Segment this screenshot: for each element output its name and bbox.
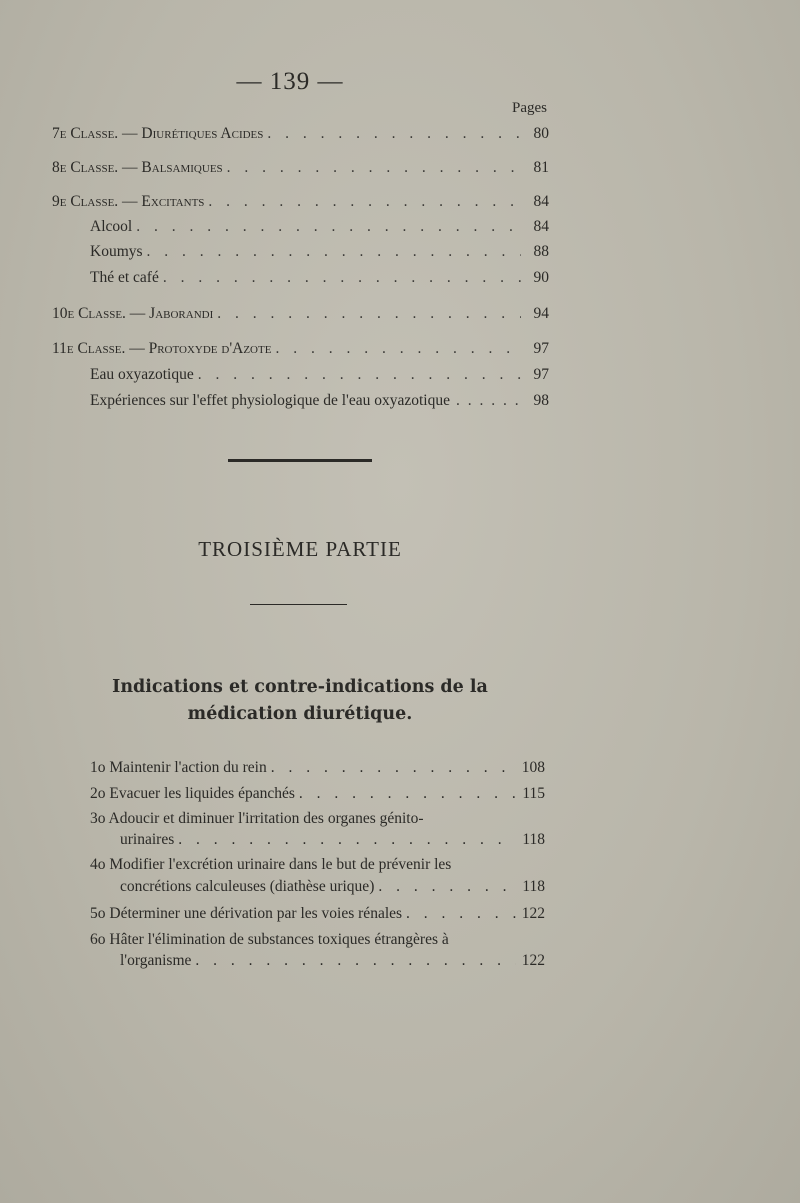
toc-entry-page: 98	[533, 392, 549, 409]
indication-item	[120, 878, 545, 896]
divider	[250, 604, 347, 605]
indication-item	[90, 759, 545, 777]
toc-entry-label: 9e Classe. — Excitants	[52, 193, 205, 210]
toc-entry-label: Alcool	[90, 218, 133, 235]
toc-entry-label: Thé et café	[90, 269, 159, 286]
toc-entry	[90, 269, 549, 287]
toc-entry-page: 97	[533, 340, 549, 357]
toc-entry-label: Expériences sur l'effet physiologique de l'eau oxyazotique	[90, 392, 450, 409]
toc-entry-page: 94	[533, 305, 549, 322]
indication-page: 118	[522, 878, 545, 895]
part-title: TROISIÈME PARTIE	[198, 537, 402, 561]
toc-entry-label: 10e Classe. — Jaborandi	[52, 305, 214, 322]
indication-page: 115	[522, 785, 545, 802]
indication-label: urinaires	[120, 831, 175, 848]
indication-item	[120, 952, 545, 970]
toc-entry-page: 88	[533, 243, 549, 260]
indication-label: concrétions calculeuses (diathèse urique)	[120, 878, 375, 895]
toc-entry	[90, 392, 549, 410]
toc-entry-page: 84	[533, 218, 549, 235]
toc-entry	[52, 159, 549, 177]
toc-entry-page: 81	[533, 159, 549, 176]
indication-label-line1: 6o Hâter l'élimination de substances toxiques étrangères à	[90, 931, 449, 948]
section-title: Indications et contre-indications de la médication diurétique.	[112, 677, 488, 724]
toc-entry-label: Koumys	[90, 243, 143, 260]
toc-entry-page: 97	[533, 366, 549, 383]
toc-entry	[90, 218, 549, 236]
indication-label-line1: 3o Adoucir et diminuer l'irritation des organes génito-	[90, 810, 424, 827]
indication-item	[90, 905, 545, 923]
toc-entry-label: Eau oxyazotique	[90, 366, 194, 383]
indication-label-line1: 4o Modifier l'excrétion urinaire dans le but de prévenir les	[90, 856, 452, 873]
indication-label: 2o Evacuer les liquides épanchés	[90, 785, 295, 802]
toc-entry	[90, 366, 549, 384]
indication-item	[120, 831, 545, 849]
toc-entry-page: 84	[533, 193, 549, 210]
indication-page: 122	[521, 905, 545, 922]
indication-page: 122	[521, 952, 545, 969]
toc-entry-label: 7e Classe. — Diurétiques Acides	[52, 125, 264, 142]
toc-entry	[52, 125, 549, 143]
indication-page: 118	[522, 831, 545, 848]
indication-label: 5o Déterminer une dérivation par les voies rénales	[90, 905, 403, 922]
toc-entry-page: 90	[533, 269, 549, 286]
indication-page: 108	[521, 759, 545, 776]
divider	[228, 459, 372, 462]
indication-label: 1o Maintenir l'action du rein	[90, 759, 267, 776]
toc-entry-label: 8e Classe. — Balsamiques	[52, 159, 223, 176]
toc-entry-label: 11e Classe. — Protoxyde d'Azote	[52, 340, 272, 357]
page-number: — 139 —	[236, 68, 344, 95]
indication-label: l'organisme	[120, 952, 192, 969]
toc-entry	[52, 305, 549, 323]
toc-entry	[52, 193, 549, 211]
indication-item	[90, 785, 545, 803]
toc-entry	[52, 340, 549, 358]
pages-column-header: Pages	[512, 100, 547, 116]
toc-entry	[90, 243, 549, 261]
toc-entry-page: 80	[533, 125, 549, 142]
